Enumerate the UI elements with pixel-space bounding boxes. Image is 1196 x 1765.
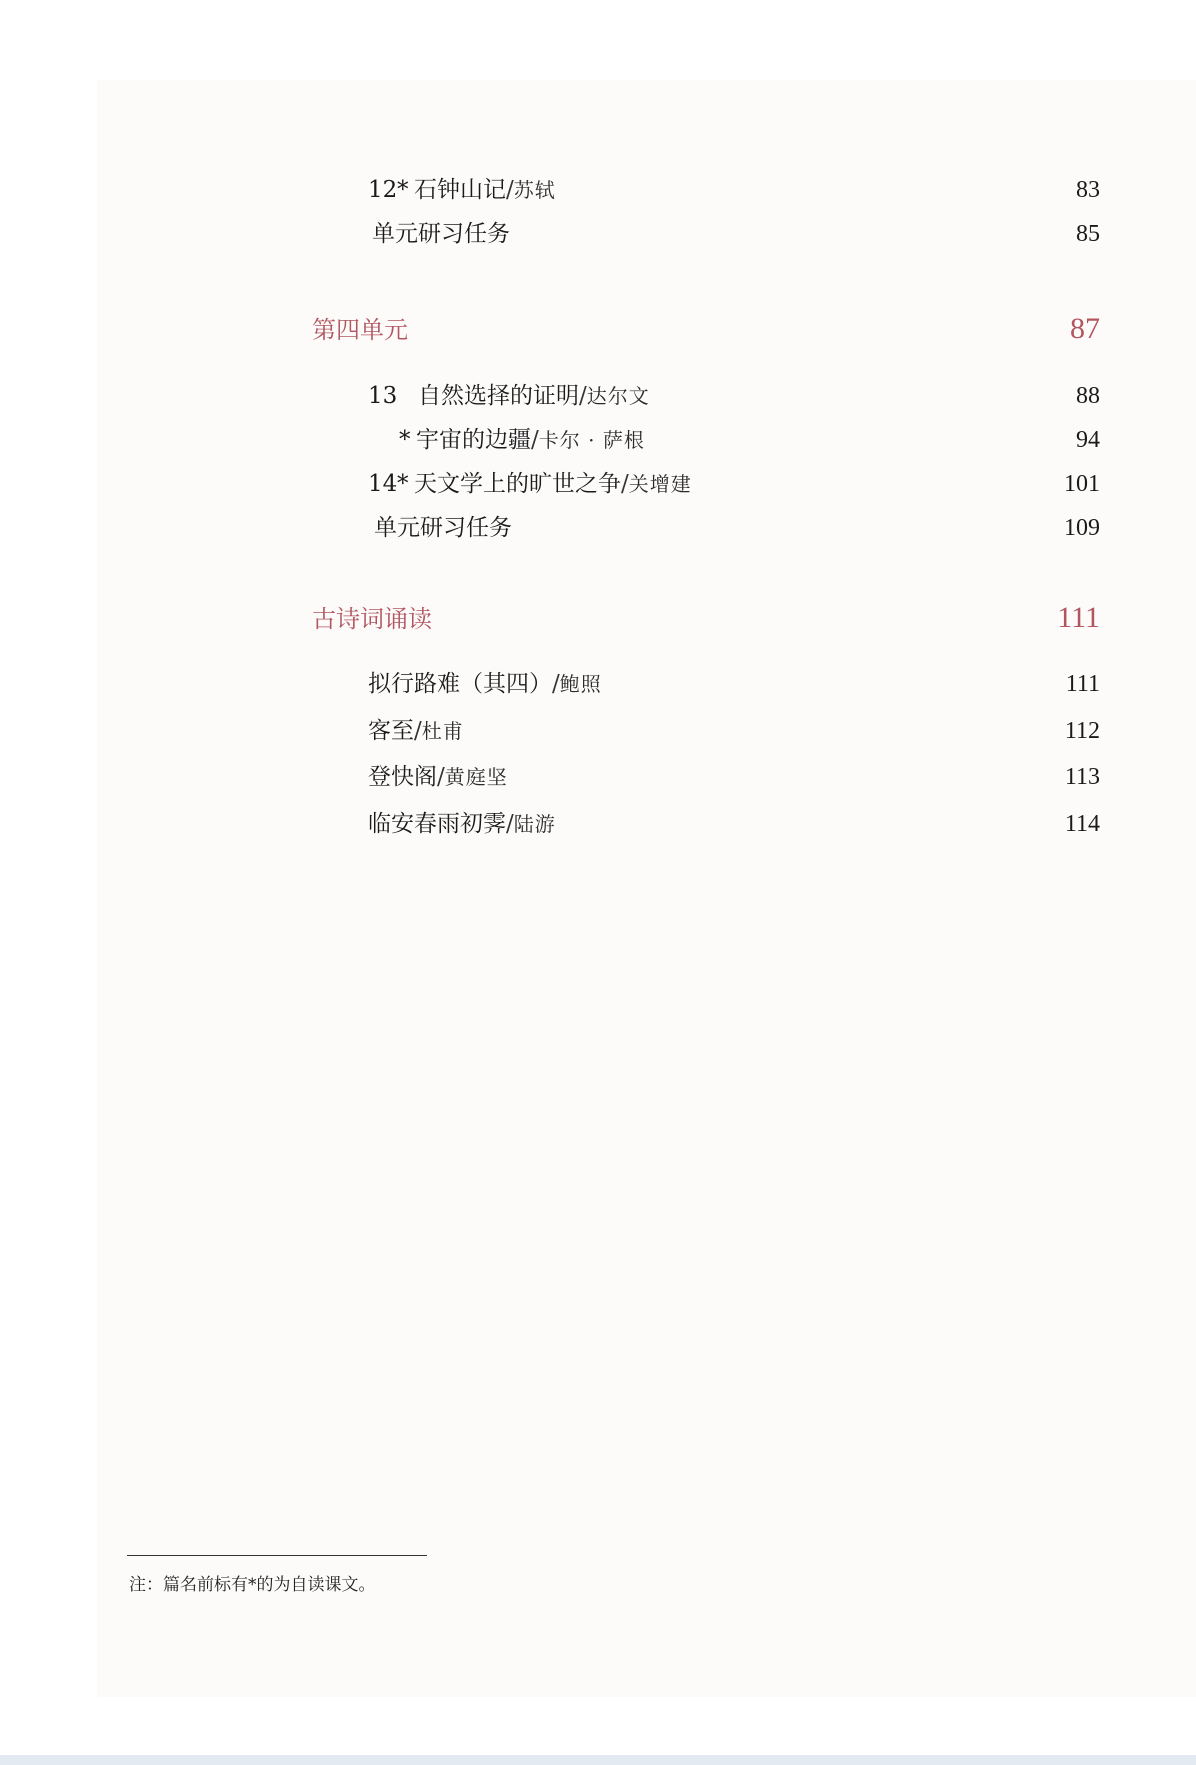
section-title: 第四单元 (312, 316, 408, 344)
entry-author: 杜甫 (421, 719, 464, 743)
entry-title: 客至 (368, 718, 414, 744)
section-title: 古诗词诵读 (312, 605, 432, 633)
entry-title: 临安春雨初霁 (368, 811, 506, 837)
self-study-star-icon: * (399, 427, 411, 453)
entry-page-number: 113 (1064, 764, 1100, 790)
entry-title: 自然选择的证明 (418, 383, 579, 409)
entry-title: 拟行路难（其四） (368, 671, 552, 697)
entry-page-number: 101 (1064, 471, 1100, 497)
toc-entry-linanchunyu[interactable] (368, 806, 1100, 842)
separator: / (531, 427, 539, 453)
entry-page-number: 88 (1076, 383, 1100, 409)
separator: / (506, 811, 514, 837)
toc-entry-ziranxuanze[interactable] (368, 378, 1100, 414)
toc-entry-unit-tasks[interactable] (368, 510, 1100, 546)
entry-page-number: 109 (1064, 515, 1100, 541)
toc-entry-tianwenxue[interactable] (368, 466, 1100, 502)
entry-title: 天文学上的旷世之争 (414, 471, 621, 497)
entry-author: 达尔文 (586, 384, 650, 408)
separator: / (506, 177, 514, 203)
lesson-number: 12 (368, 177, 398, 203)
section-heading-unit4[interactable] (312, 310, 1100, 350)
self-study-star-icon: * (397, 177, 409, 203)
entry-author: 关增建 (628, 472, 692, 496)
entry-author: 卡尔 · 萨根 (538, 428, 645, 452)
entry-page-number: 114 (1064, 811, 1100, 837)
section-heading-poetry[interactable] (312, 599, 1100, 639)
toc-entry-nixinglunan[interactable] (368, 666, 1100, 702)
entry-title: 宇宙的边疆 (416, 427, 531, 453)
entry-page-number: 94 (1076, 427, 1100, 453)
entry-author: 黄庭坚 (444, 765, 508, 789)
separator: / (621, 471, 629, 497)
footnote-text: 注：篇名前标有*的为自读课文。 (129, 1575, 376, 1595)
toc-entry-kezhi[interactable] (368, 713, 1100, 749)
lesson-number: 13 (368, 383, 398, 409)
entry-page-number: 112 (1064, 718, 1100, 744)
toc-entry-shizhongshanji[interactable] (368, 172, 1100, 208)
entry-page-number: 85 (1076, 221, 1100, 247)
entry-title: 单元研习任务 (374, 515, 512, 541)
scan-edge (0, 1755, 1196, 1765)
entry-author: 苏轼 (513, 178, 556, 202)
separator: / (437, 764, 445, 790)
toc-entry-yuzhoudebianjiang[interactable] (368, 422, 1100, 458)
entry-title: 单元研习任务 (372, 221, 510, 247)
entry-author: 陆游 (513, 812, 556, 836)
section-page-number: 87 (1070, 312, 1100, 345)
entry-title: 登快阁 (368, 764, 437, 790)
self-study-star-icon: * (397, 471, 409, 497)
section-page-number: 111 (1057, 601, 1100, 634)
separator: / (414, 718, 422, 744)
entry-title: 石钟山记 (414, 177, 506, 203)
toc-entry-unit-tasks[interactable] (368, 216, 1100, 252)
entry-author: 鲍照 (559, 672, 602, 696)
footnote-divider (127, 1555, 427, 1556)
separator: / (579, 383, 587, 409)
lesson-number: 14 (368, 471, 398, 497)
entry-page-number: 111 (1065, 671, 1100, 697)
toc-entry-dengkuaige[interactable] (368, 759, 1100, 795)
entry-page-number: 83 (1076, 177, 1100, 203)
separator: / (552, 671, 560, 697)
